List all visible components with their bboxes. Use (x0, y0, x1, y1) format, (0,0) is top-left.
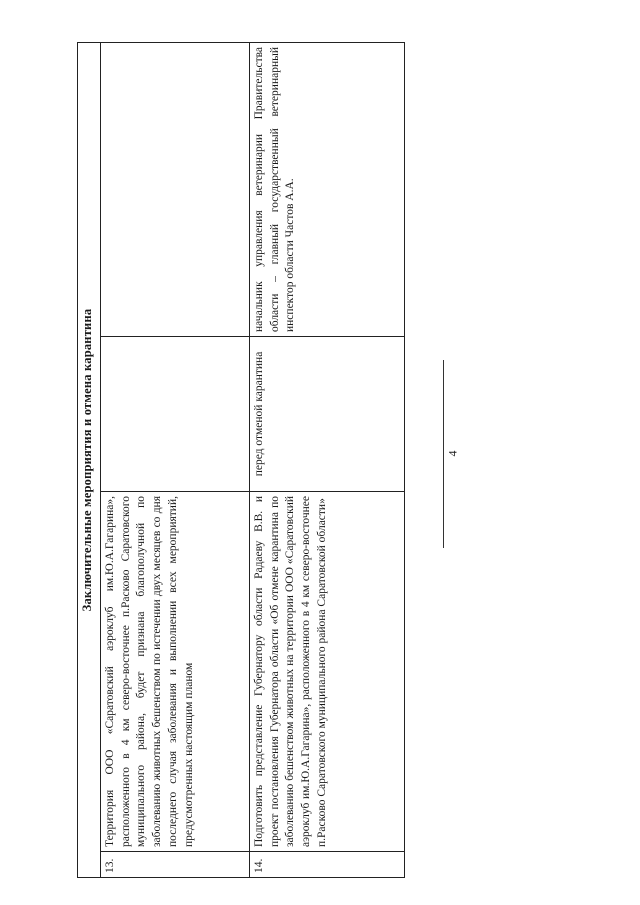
row-description: Территория ООО «Саратовский аэроклуб им.Ю.А.Гагарина», расположенного в 4 км северо-восточнее п.Расково Саратовского муниципального района, будет признана благополучной по заболеванию животных бешенством по истечении двух месяцев со дня последнего случая заболевания и выполнении всех мероприятий, предусмотренных настоящим планом (101, 492, 250, 852)
row-responsible (101, 43, 250, 337)
row-term: перед отменой карантина (250, 337, 405, 492)
row-number: 14. (250, 852, 405, 878)
row-number: 13. (101, 852, 250, 878)
measures-table (77, 42, 405, 878)
table-row (101, 43, 250, 878)
row-description: Подготовить представление Губернатору области Радаеву В.В. и проект постановления Губернатора области «Об отмене карантина по заболеванию бешенством животных на территории ООО «Саратовский аэроклуб им.Ю.А.Гагарина», расположенного в 4 км северо-восточнее п.Расково Саратовского муниципального района Саратовской области» (250, 492, 405, 852)
page-number: 4 (445, 450, 460, 457)
section-title: Заключительные мероприятия и отмена карантина (78, 43, 101, 878)
rotated-table-container (77, 42, 399, 878)
row-term (101, 337, 250, 492)
separator-line (443, 360, 444, 548)
row-responsible: начальник управления ветеринарии Правительства области – главный государственный ветеринарный инспектор области Частов А.А. (250, 43, 405, 337)
table-row (250, 43, 405, 878)
